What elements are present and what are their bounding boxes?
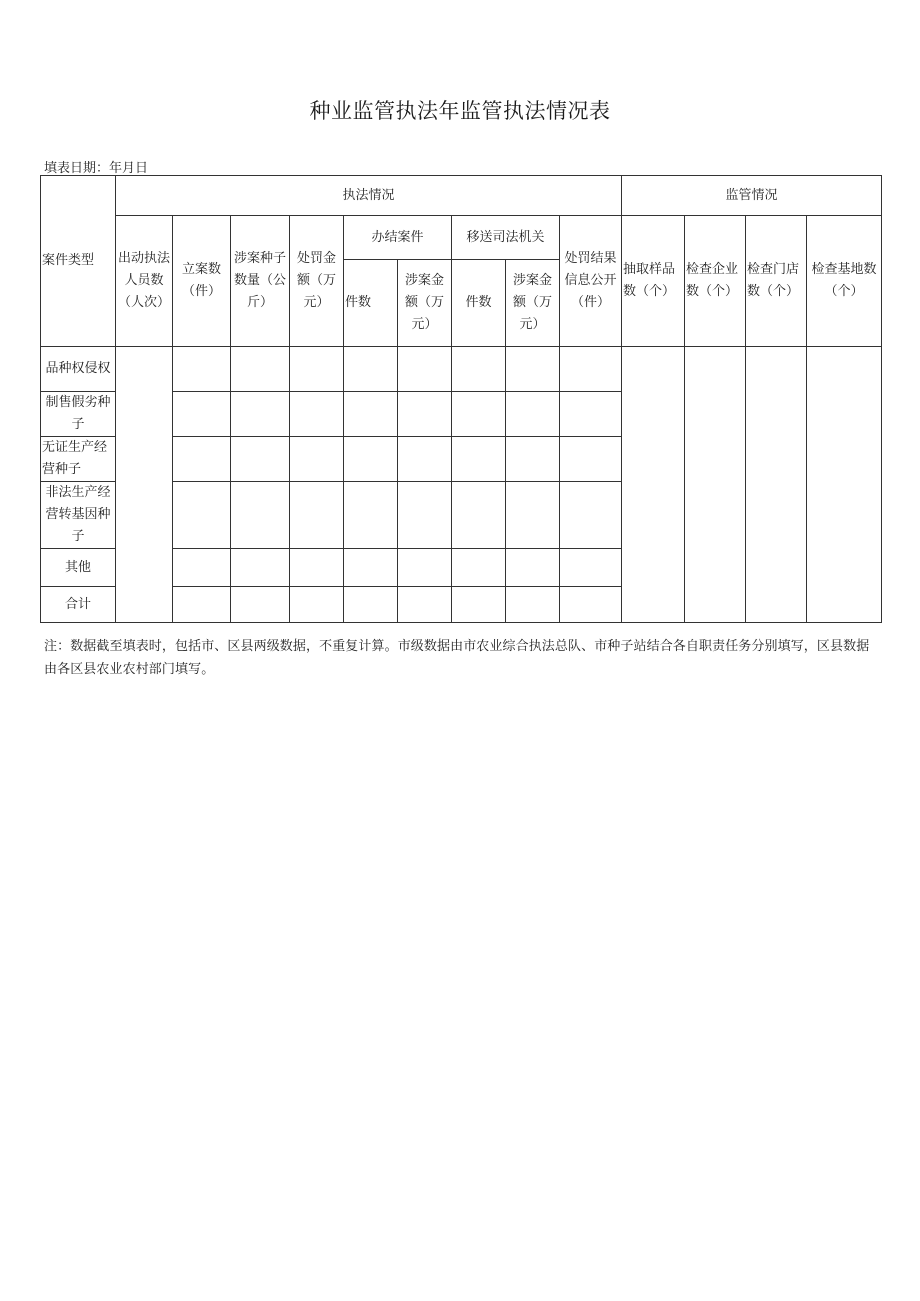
table-cell	[398, 587, 452, 623]
row-label-total: 合计	[41, 587, 116, 623]
stores-cell	[746, 347, 807, 623]
table-cell	[173, 437, 231, 482]
table-cell	[506, 549, 560, 587]
table-cell	[290, 549, 344, 587]
table-cell	[173, 392, 231, 437]
table-cell	[506, 482, 560, 549]
header-cases-closed: 办结案件	[344, 216, 452, 260]
table-cell	[290, 482, 344, 549]
table-cell	[344, 392, 398, 437]
table-cell	[290, 392, 344, 437]
table-cell	[560, 587, 622, 623]
table-cell	[506, 587, 560, 623]
header-samples: 抽取样品数（个）	[622, 216, 685, 347]
header-transferred-count: 件数	[452, 260, 506, 347]
table-cell	[344, 347, 398, 392]
table-cell	[173, 549, 231, 587]
header-disclosure: 处罚结果信息公开（件）	[560, 216, 622, 347]
table-cell	[231, 482, 290, 549]
header-dispatch-personnel: 出动执法人员数（人次）	[116, 216, 173, 347]
dispatch-personnel-cell	[116, 347, 173, 623]
header-cases-filed: 立案数（件）	[173, 216, 231, 347]
table-cell	[398, 437, 452, 482]
samples-cell	[622, 347, 685, 623]
row-label-unlicensed: 无证生产经营种子	[41, 437, 116, 482]
table-cell	[452, 437, 506, 482]
table-cell	[560, 549, 622, 587]
header-enforcement: 执法情况	[116, 176, 622, 216]
header-transferred-amount: 涉案金额（万元）	[506, 260, 560, 347]
header-supervision: 监管情况	[622, 176, 882, 216]
table-cell	[173, 482, 231, 549]
table-cell	[452, 482, 506, 549]
table-cell	[560, 437, 622, 482]
table-cell	[344, 549, 398, 587]
table-cell	[398, 347, 452, 392]
header-stores: 检查门店数（个）	[746, 216, 807, 347]
table-cell	[290, 587, 344, 623]
header-closed-count: 件数	[344, 260, 398, 347]
header-seed-quantity: 涉案种子数量（公斤）	[231, 216, 290, 347]
header-bases: 检查基地数（个）	[807, 216, 882, 347]
table-cell	[231, 587, 290, 623]
header-closed-amount: 涉案金额（万元）	[398, 260, 452, 347]
row-label-variety-rights: 品种权侵权	[41, 347, 116, 392]
row-label-other: 其他	[41, 549, 116, 587]
table-cell	[452, 587, 506, 623]
header-enterprises: 检查企业数（个）	[685, 216, 746, 347]
header-fine-amount: 处罚金额（万元）	[290, 216, 344, 347]
fill-date-label: 填表日期：年月日	[44, 161, 149, 176]
table-cell	[452, 347, 506, 392]
table-cell	[290, 347, 344, 392]
row-label-fake-seeds: 制售假劣种子	[41, 392, 116, 437]
table-cell	[344, 437, 398, 482]
report-table	[40, 175, 882, 623]
table-cell	[173, 347, 231, 392]
row-label-gmo: 非法生产经营转基因种子	[41, 482, 116, 549]
table-cell	[344, 587, 398, 623]
table-cell	[231, 392, 290, 437]
header-case-type: 案件类型	[41, 176, 116, 347]
bases-cell	[807, 347, 882, 623]
table-cell	[398, 392, 452, 437]
table-cell	[231, 549, 290, 587]
table-cell	[452, 549, 506, 587]
header-transferred: 移送司法机关	[452, 216, 560, 260]
table-cell	[231, 437, 290, 482]
table-cell	[173, 587, 231, 623]
footnote: 注：数据截至填表时，包括市、区县两级数据，不重复计算。市级数据由市农业综合执法总队、市种子站结合各自职责任务分别填写，区县数据由各区县农业农村部门填写。	[44, 639, 870, 677]
page-title: 种业监管执法年监管执法情况表	[309, 99, 611, 123]
table-cell	[290, 437, 344, 482]
table-cell	[398, 549, 452, 587]
table-cell	[452, 392, 506, 437]
table-cell	[231, 347, 290, 392]
table-cell	[560, 347, 622, 392]
table-cell	[398, 482, 452, 549]
table-cell	[506, 437, 560, 482]
table-cell	[506, 347, 560, 392]
table-cell	[560, 482, 622, 549]
enterprises-cell	[685, 347, 746, 623]
table-cell	[344, 482, 398, 549]
table-cell	[506, 392, 560, 437]
table-cell	[560, 392, 622, 437]
